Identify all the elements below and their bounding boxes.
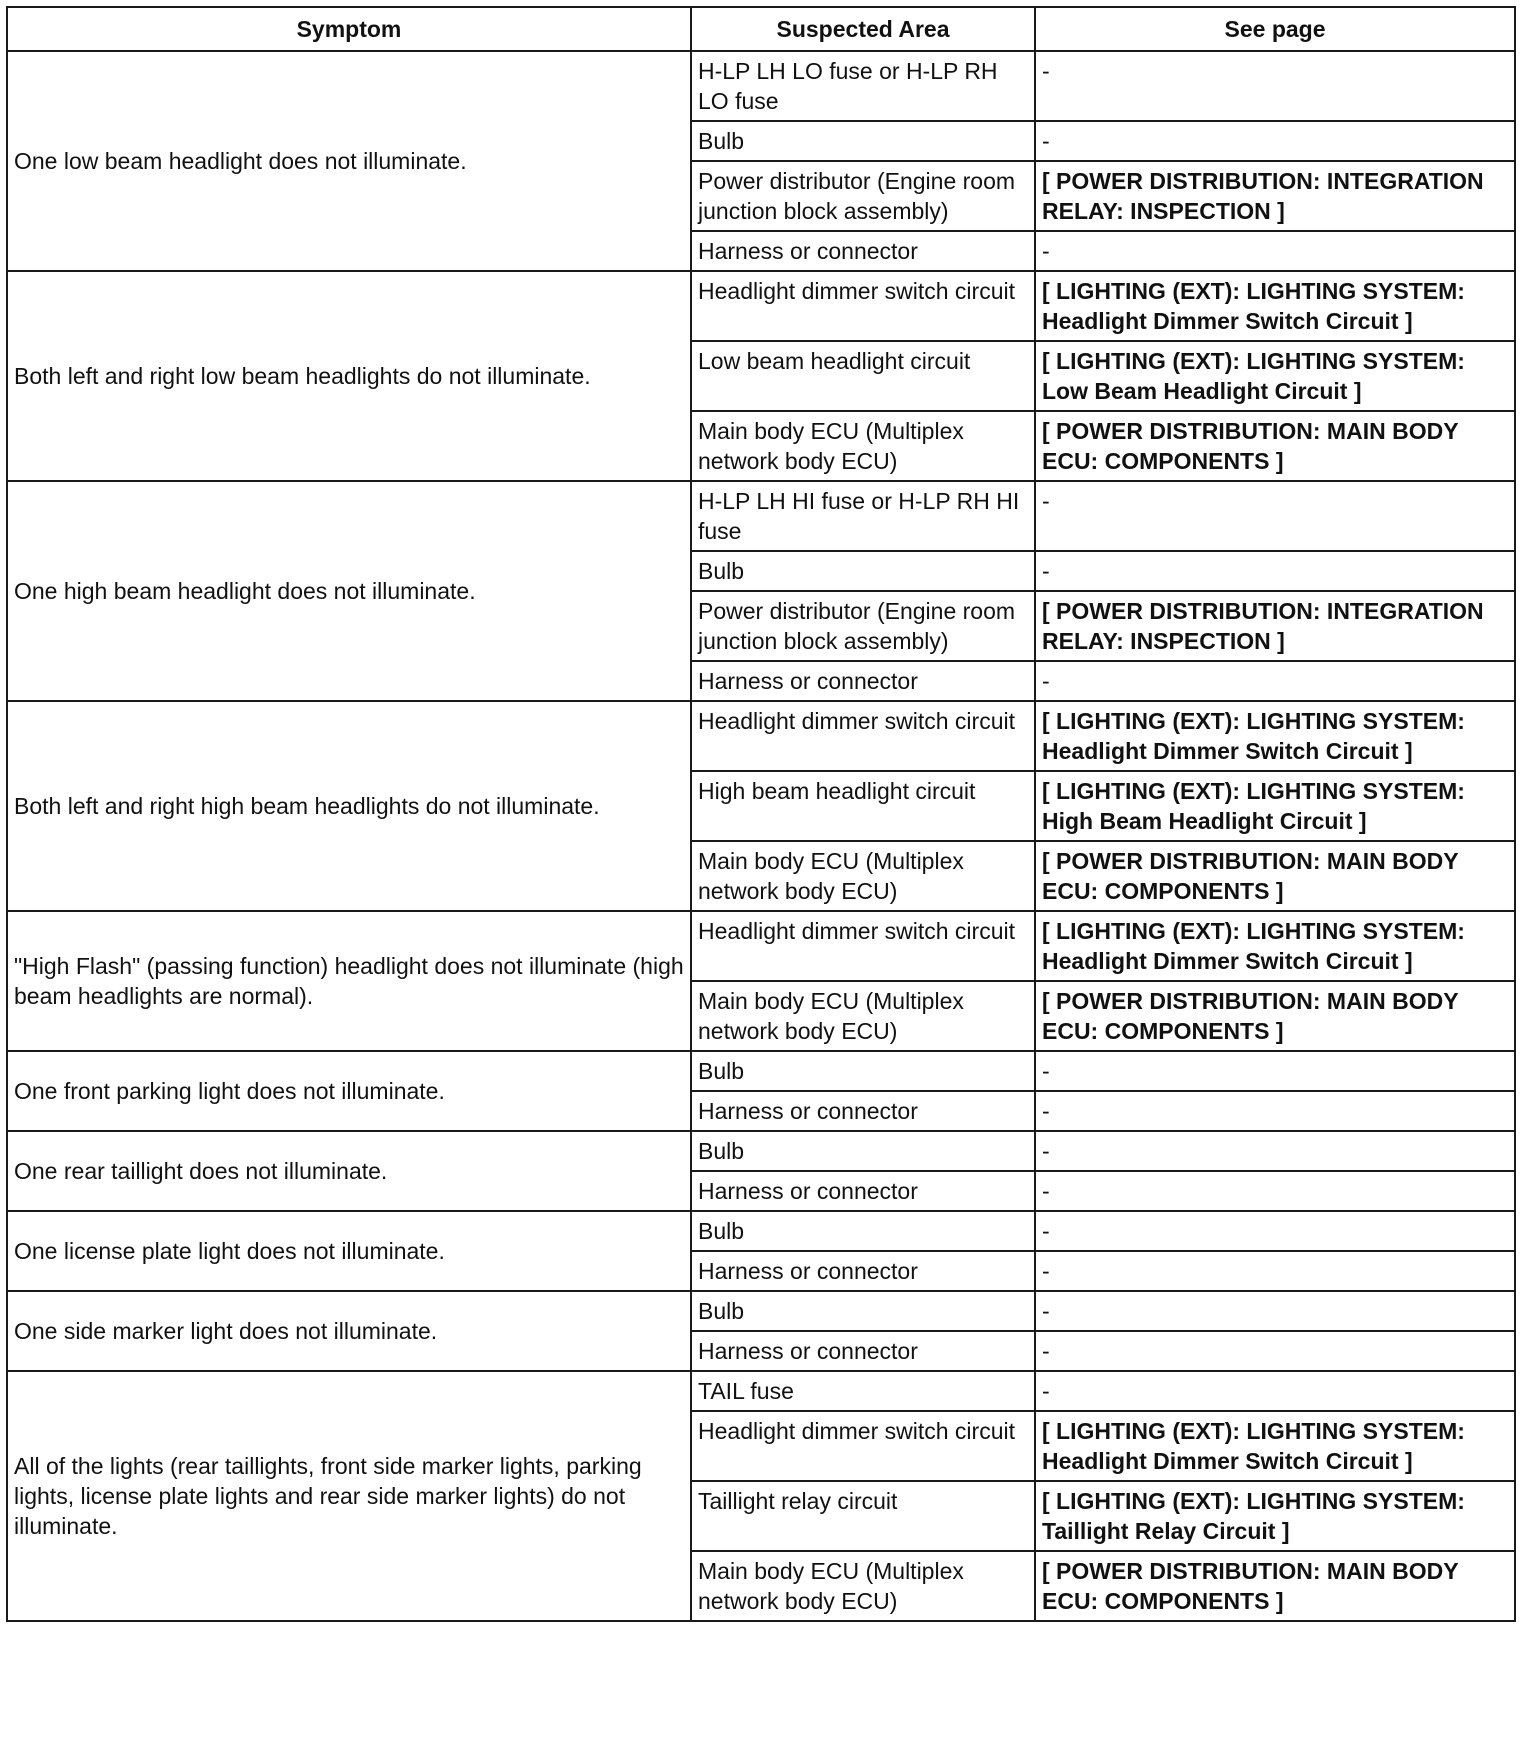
see-page-cell: -	[1035, 231, 1515, 271]
see-page-cell: -	[1035, 1171, 1515, 1211]
see-page-reference[interactable]: [ LIGHTING (EXT): LIGHTING SYSTEM: Headlight Dimmer Switch Circuit ]	[1035, 1411, 1515, 1481]
table-row	[7, 701, 1515, 771]
header-row	[7, 7, 1515, 51]
suspected-area-cell: Harness or connector	[691, 1331, 1035, 1371]
see-page-reference[interactable]: [ POWER DISTRIBUTION: MAIN BODY ECU: COMPONENTS ]	[1035, 981, 1515, 1051]
see-page-reference[interactable]: [ LIGHTING (EXT): LIGHTING SYSTEM: High Beam Headlight Circuit ]	[1035, 771, 1515, 841]
symptom-cell: Both left and right low beam headlights do not illuminate.	[7, 271, 691, 481]
see-page-cell: -	[1035, 1131, 1515, 1171]
see-page-cell: -	[1035, 661, 1515, 701]
see-page-reference[interactable]: [ POWER DISTRIBUTION: MAIN BODY ECU: COMPONENTS ]	[1035, 1551, 1515, 1621]
see-page-reference[interactable]: [ LIGHTING (EXT): LIGHTING SYSTEM: Taillight Relay Circuit ]	[1035, 1481, 1515, 1551]
suspected-area-cell: Harness or connector	[691, 1091, 1035, 1131]
suspected-area-cell: Main body ECU (Multiplex network body ECU)	[691, 1551, 1035, 1621]
suspected-area-cell: Bulb	[691, 121, 1035, 161]
see-page-cell: -	[1035, 551, 1515, 591]
header-see-page: See page	[1035, 7, 1515, 51]
table-row	[7, 271, 1515, 341]
table-row	[7, 1131, 1515, 1171]
see-page-reference[interactable]: [ LIGHTING (EXT): LIGHTING SYSTEM: Headlight Dimmer Switch Circuit ]	[1035, 701, 1515, 771]
table-row	[7, 1371, 1515, 1411]
suspected-area-cell: Harness or connector	[691, 1251, 1035, 1291]
suspected-area-cell: Power distributor (Engine room junction block assembly)	[691, 161, 1035, 231]
suspected-area-cell: Main body ECU (Multiplex network body ECU)	[691, 841, 1035, 911]
see-page-cell: -	[1035, 121, 1515, 161]
see-page-cell: -	[1035, 1331, 1515, 1371]
see-page-reference[interactable]: [ LIGHTING (EXT): LIGHTING SYSTEM: Headlight Dimmer Switch Circuit ]	[1035, 271, 1515, 341]
symptom-cell: All of the lights (rear taillights, front side marker lights, parking lights, license plate lights and rear side marker lights) do not illuminate.	[7, 1371, 691, 1621]
suspected-area-cell: Headlight dimmer switch circuit	[691, 911, 1035, 981]
suspected-area-cell: H-LP LH LO fuse or H-LP RH LO fuse	[691, 51, 1035, 121]
suspected-area-cell: Headlight dimmer switch circuit	[691, 1411, 1035, 1481]
header-suspected-area: Suspected Area	[691, 7, 1035, 51]
suspected-area-cell: Bulb	[691, 1051, 1035, 1091]
suspected-area-cell: Bulb	[691, 1131, 1035, 1171]
symptom-cell: Both left and right high beam headlights do not illuminate.	[7, 701, 691, 911]
table-row	[7, 481, 1515, 551]
see-page-cell: -	[1035, 1051, 1515, 1091]
suspected-area-cell: Power distributor (Engine room junction block assembly)	[691, 591, 1035, 661]
table-header	[7, 7, 1515, 51]
suspected-area-cell: Main body ECU (Multiplex network body ECU)	[691, 981, 1035, 1051]
suspected-area-cell: Low beam headlight circuit	[691, 341, 1035, 411]
suspected-area-cell: Harness or connector	[691, 1171, 1035, 1211]
see-page-reference[interactable]: [ POWER DISTRIBUTION: INTEGRATION RELAY: INSPECTION ]	[1035, 591, 1515, 661]
suspected-area-cell: Bulb	[691, 1211, 1035, 1251]
symptom-cell: One low beam headlight does not illuminate.	[7, 51, 691, 271]
see-page-cell: -	[1035, 51, 1515, 121]
suspected-area-cell: Harness or connector	[691, 661, 1035, 701]
symptom-cell: One rear taillight does not illuminate.	[7, 1131, 691, 1211]
symptom-cell: One high beam headlight does not illuminate.	[7, 481, 691, 701]
symptom-cell: One license plate light does not illuminate.	[7, 1211, 691, 1291]
symptom-cell: One side marker light does not illuminate.	[7, 1291, 691, 1371]
suspected-area-cell: Main body ECU (Multiplex network body ECU)	[691, 411, 1035, 481]
table-row	[7, 51, 1515, 121]
problem-symptoms-table-wrapper	[6, 6, 1514, 1622]
suspected-area-cell: Headlight dimmer switch circuit	[691, 701, 1035, 771]
table-row	[7, 1051, 1515, 1091]
table-row	[7, 1291, 1515, 1331]
symptom-cell: One front parking light does not illuminate.	[7, 1051, 691, 1131]
header-symptom: Symptom	[7, 7, 691, 51]
suspected-area-cell: Headlight dimmer switch circuit	[691, 271, 1035, 341]
see-page-cell: -	[1035, 1211, 1515, 1251]
see-page-cell: -	[1035, 1291, 1515, 1331]
suspected-area-cell: Bulb	[691, 551, 1035, 591]
see-page-cell: -	[1035, 481, 1515, 551]
see-page-reference[interactable]: [ LIGHTING (EXT): LIGHTING SYSTEM: Low Beam Headlight Circuit ]	[1035, 341, 1515, 411]
suspected-area-cell: Bulb	[691, 1291, 1035, 1331]
suspected-area-cell: Harness or connector	[691, 231, 1035, 271]
suspected-area-cell: High beam headlight circuit	[691, 771, 1035, 841]
table-row	[7, 911, 1515, 981]
table-body	[7, 51, 1515, 1621]
see-page-reference[interactable]: [ POWER DISTRIBUTION: MAIN BODY ECU: COMPONENTS ]	[1035, 841, 1515, 911]
suspected-area-cell: TAIL fuse	[691, 1371, 1035, 1411]
problem-symptoms-table	[6, 6, 1516, 1622]
see-page-reference[interactable]: [ POWER DISTRIBUTION: MAIN BODY ECU: COMPONENTS ]	[1035, 411, 1515, 481]
suspected-area-cell: H-LP LH HI fuse or H-LP RH HI fuse	[691, 481, 1035, 551]
see-page-cell: -	[1035, 1251, 1515, 1291]
see-page-cell: -	[1035, 1091, 1515, 1131]
symptom-cell: "High Flash" (passing function) headlight does not illuminate (high beam headlights are normal).	[7, 911, 691, 1051]
table-row	[7, 1211, 1515, 1251]
suspected-area-cell: Taillight relay circuit	[691, 1481, 1035, 1551]
see-page-reference[interactable]: [ POWER DISTRIBUTION: INTEGRATION RELAY: INSPECTION ]	[1035, 161, 1515, 231]
see-page-cell: -	[1035, 1371, 1515, 1411]
see-page-reference[interactable]: [ LIGHTING (EXT): LIGHTING SYSTEM: Headlight Dimmer Switch Circuit ]	[1035, 911, 1515, 981]
